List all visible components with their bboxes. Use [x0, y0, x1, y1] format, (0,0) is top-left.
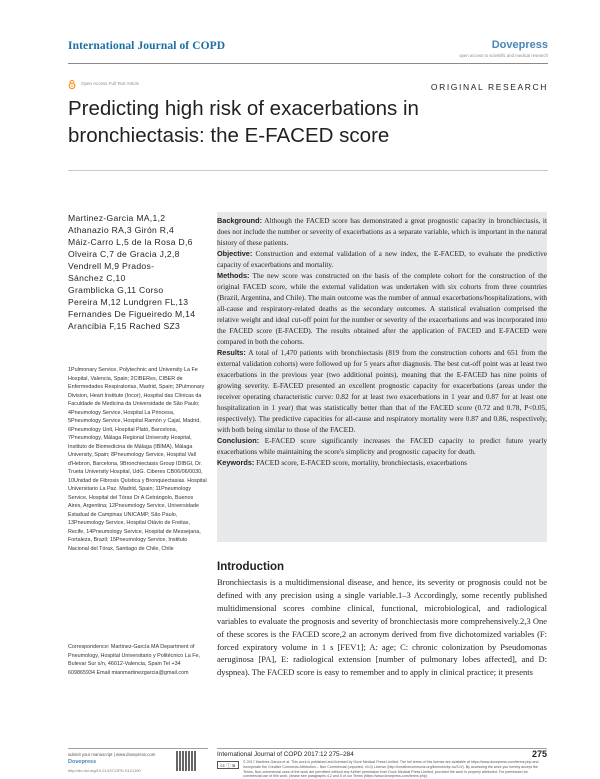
- author-line: Fernandes De Figueiredo M,14: [68, 309, 196, 319]
- author-line: Vendrell M,9 Prados-: [68, 261, 155, 271]
- abstract-results: A total of 1,470 patients with bronchiectasis (819 from the construction cohorts and 651 from the external validation cohorts) were followed up for 5 years after diagnosis. The best cut-off point was at least two exacerbations in the previous year (two additional points), meaning that the E-FACED has nine points of growing severity. E-FACED presented an excellent prognostic capacity for exacerbations (areas under the receiver operating characteristic curve: 0.82 for at least two exacerbations in 1 year and 0.87 for at least one hospitalization in 1 year) that was statistically better than that of the FACED score (0.72 and 0.78, P<0.05, respectively). The predictive capacities for all-cause and respiratory mortality were 0.87 and 0.86, respectively, with both being similar to those of the FACED.: [217, 348, 548, 434]
- author-list: [68, 212, 208, 332]
- author-line: Máiz-Carro L,5 de la Rosa D,6: [68, 237, 193, 247]
- abstract-label: Objective:: [217, 249, 253, 258]
- author-line: Gramblicka G,11 Corso: [68, 285, 164, 295]
- citation: International Journal of COPD 2017:12 275–284: [217, 751, 354, 758]
- page-number: 275: [531, 749, 547, 759]
- author-line: Martinez-Garcia MA,1,2: [68, 213, 166, 223]
- author-line: Pereira M,12 Lundgren FL,13: [68, 297, 189, 307]
- open-lock-icon: [68, 80, 76, 89]
- abstract-keywords: FACED score, E-FACED score, mortality, bronchiectasis, exacerbations: [256, 458, 467, 467]
- correspondence: Correspondence: Martinez-García MA Department of Pneumology, Hospital Universitario y Politécnico La Fe, Bulevar Sur s/n, 46012-Valencia, Spain Tel +34 609865934 Email mianmartinezgarcia@gmail.com: [68, 644, 201, 676]
- abstract-conclusion: E-FACED score significantly increases the FACED capacity to predict future yearly exacerbations while maintaining the score's simplicity and prognostic capacity for death.: [217, 436, 548, 456]
- abstract-methods: The new score was constructed on the basis of the complete cohort for the construction of the original FACED score, while the external validation was undertaken with six cohorts from three countries (Brazil, Argentina, and Chile). The main outcome was the number of annual exacerbations/hospitalizations, with all-cause and respiratory-related deaths as the secondary outcomes. A statistical evaluation comprised the relative weight and ideal cut-off point for the number or severity of the exacerbations and was incorporated into the FACED score (E-FACED). The results obtained after the application of FACED and E-FACED were compared in both the cohorts.: [217, 271, 547, 346]
- abstract-label: Background:: [217, 216, 262, 225]
- author-line: Olveira C,7 de Gracia J,2,8: [68, 249, 180, 259]
- cc-license-icon: cc ⓘ ⊜: [217, 761, 239, 769]
- footer-divider: [68, 748, 208, 749]
- author-line: Arancibia F,15 Rached SZ3: [68, 321, 181, 331]
- publisher-logo: Dovepress: [491, 39, 548, 51]
- abstract-objective: Construction and external validation of a new index, the E-FACED, to evaluate the predictive capacity of exacerbations and mortality.: [217, 249, 547, 269]
- footer-publisher: Dovepress: [68, 759, 97, 765]
- article-title: Predicting high risk of exacerbations in bronchiectasis: the E-FACED score: [68, 97, 419, 147]
- affiliations: 1Pulmonary Service, Polytechnic and University La Fe Hospital, Valencia, Spain; 2CIBERes, CIBER de Enfermedades Respiratorias, Madrid, Spain; 3Pulmonary Division, Heart Institute (Incor), Hospital das Clínicas da Faculdade de Medicina da Universidade de São Paulo; 4Pneumology Service, Hospital La Princesa, 5Pneumology Service, Hospital Ramón y Cajal, Madrid, 6Pneumology Unit, Hospital Plató, Barcelona, 7Pneumology, Málaga Regional University Hospital, Instituto de Biomedicina de Málaga (IBIMA), Málaga University, Spain; 8Pneumology Service, Hospital Vall d'Hebron, Barcelona, 9Bronchiectasis Group IDIBGI, Dr. Trueta University Hospital, UdG. Ciberes CB06/06/0030, 10Unidad de Fibrosis Quística y Bronquiectasias. Hospital Universitario La Paz. Madrid, Spain; 11Pneumology Service, Hospital del Tórax Dr A Cetrángolo, Buenos Aires, Argentina; 12Pneumology Service, Universidade Estadual de Campinas UNICAMP, São Paulo, 13Pneumology Service, Hospital Otávio de Freitas, Recife, 14Pneumology Service, Hospital de Messejana, Fortaleza, Brazil; 15Pneumology Service, Instituto Nacional del Tórax, Santiago de Chile, Chile: [68, 367, 207, 552]
- author-line: Athanazio RA,3 Girón R,4: [68, 225, 175, 235]
- footer-divider: [217, 748, 547, 749]
- introduction-text: Bronchiectasis is a multidimensional disease, and hence, its severity or prognosis could not be defined with any precision using a single variable.1–3 Accordingly, some recently published multidimensional scores combine clinical, functional, microbiological, and radiological variables to evaluate the prognosis and severity of bronchiectasis more comprehensively.2,3 One of these scores is the FACED score,2 an acronym derived from five dichotomized variables (F: forced expiratory volume in 1 s [FEV1]; A: age; C: chronic colonization by Pseudomonas aeruginosa [PA], E: radiological extension [number of pulmonary lobes affected], and D: dyspnea). The FACED score is easy to remember and to apply in clinical practice; it presents: [217, 577, 547, 678]
- journal-name: International Journal of COPD: [68, 40, 226, 52]
- author-line: Sánchez C,10: [68, 273, 126, 283]
- abstract-label: Conclusion:: [217, 436, 260, 445]
- license-text: © 2017 Martinez-García et al. This work is published and licensed by Dove Medical Press Limited. The full terms of this license are available at https://www.dovepress.com/terms.php and incorporate the Creative Commons Attribution – Non Commercial (unported, v3.0) License (http://creativecommons.org/licenses/by-nc/3.0/). By accessing the work you hereby accept the Terms. Non-commercial uses of the work are permitted without any further permission from Dove Medical Press Limited, provided the work is properly attributed. For permission for commercial use of this work, please see paragraphs 4.2 and 5 of our Terms (https://www.dovepress.com/terms.php).: [243, 760, 539, 779]
- publisher-tagline: open access to scientific and medical research: [459, 53, 548, 58]
- qr-code-icon: [176, 751, 196, 771]
- abstract-background: Although the FACED score has demonstrated a great prognostic capacity in bronchiectasis, it does not include the number or severity of exacerbations as a separate variable, which is important in the natural history of these patients.: [217, 216, 547, 247]
- introduction-heading: Introduction: [217, 561, 285, 573]
- abstract-label: Keywords:: [217, 458, 255, 467]
- doi-link[interactable]: http://dx.doi.org/10.2147/COPD.S121100: [68, 768, 141, 773]
- abstract: [217, 215, 547, 468]
- title-divider: [68, 170, 548, 171]
- open-access-label: Open Access Full Text Article: [81, 81, 139, 86]
- abstract-label: Results:: [217, 348, 246, 357]
- article-type: ORIGINAL RESEARCH: [430, 82, 548, 92]
- abstract-label: Methods:: [217, 271, 250, 280]
- submit-link[interactable]: submit your manuscript | www.dovepress.com: [68, 752, 156, 757]
- header-divider: [68, 63, 548, 64]
